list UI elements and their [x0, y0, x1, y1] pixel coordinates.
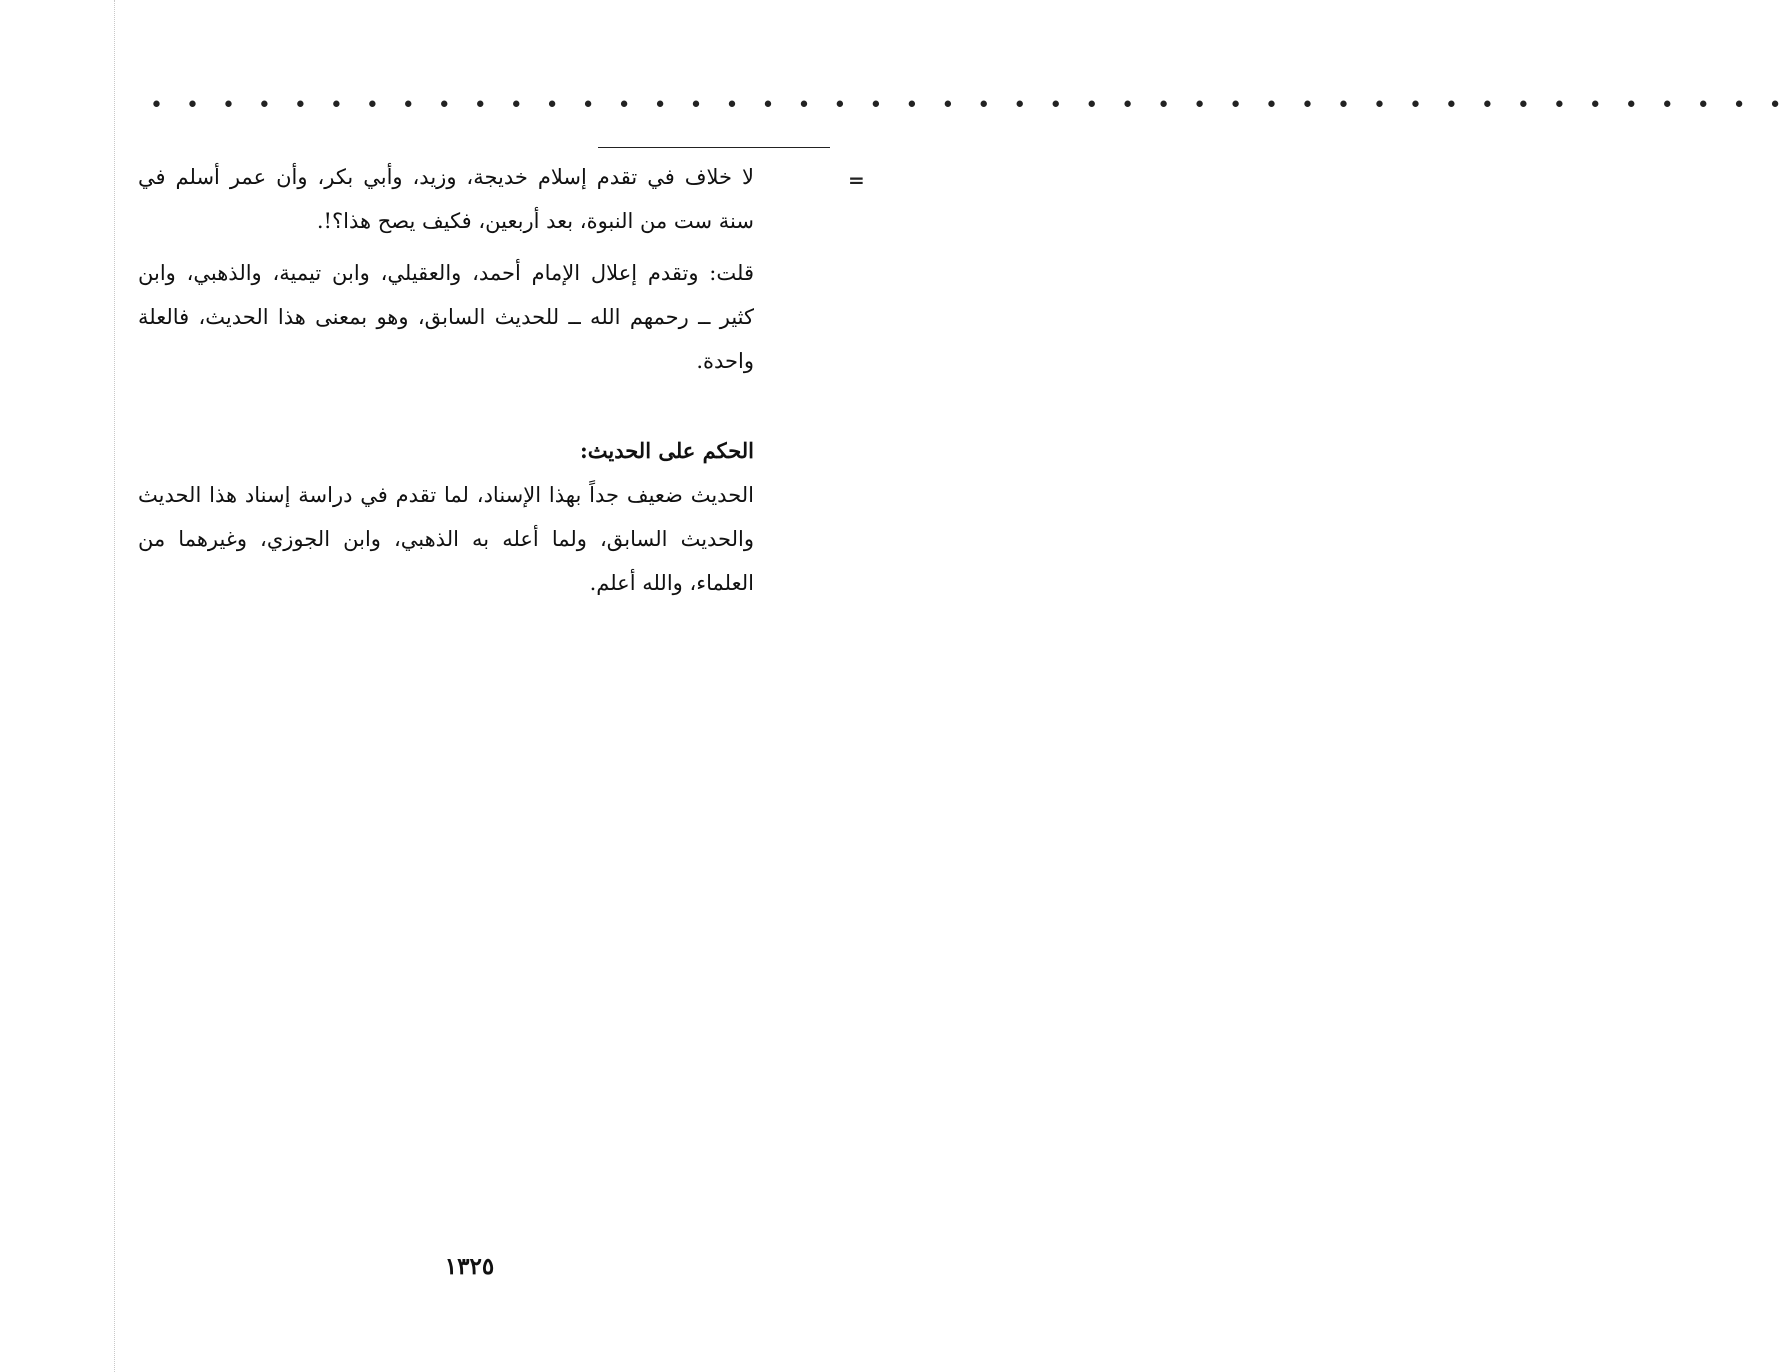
- dotted-separator: • • • • • • • • • • • • • • • • • • • • • • • • • • • • • • • • • • • • • • • • • • • • • •: [150, 93, 1790, 118]
- commentary-paragraph: قلت: وتقدم إعلال الإمام أحمد، والعقيلي، وابن تيمية، والذهبي، وابن كثير ــ رحمهم الله ــ للحديث السابق، وهو بمعنى هذا الحديث، فالعلة واحدة.: [138, 261, 754, 373]
- verdict-text: الحديث ضعيف جداً بهذا الإسناد، لما تقدم في دراسة إسناد هذا الحديث والحديث السابق، ولما أعله به الذهبي، وابن الجوزي، وغيرهما من العلماء، والله أعلم.: [138, 483, 754, 595]
- footnote-paragraph: لا خلاف في تقدم إسلام خديجة، وزيد، وأبي بكر، وأن عمر أسلم في سنة ست من النبوة، بعد أربعين، فكيف يصح هذا؟!.: [138, 165, 754, 233]
- verdict-heading: الحكم على الحديث:: [580, 438, 754, 463]
- page-number: ١٣٢٥: [444, 1253, 495, 1280]
- footnote-rule: [598, 147, 830, 148]
- footnote-continuation-mark: =: [848, 168, 865, 192]
- page-body: [138, 155, 754, 605]
- scan-edge-line: [114, 0, 115, 1372]
